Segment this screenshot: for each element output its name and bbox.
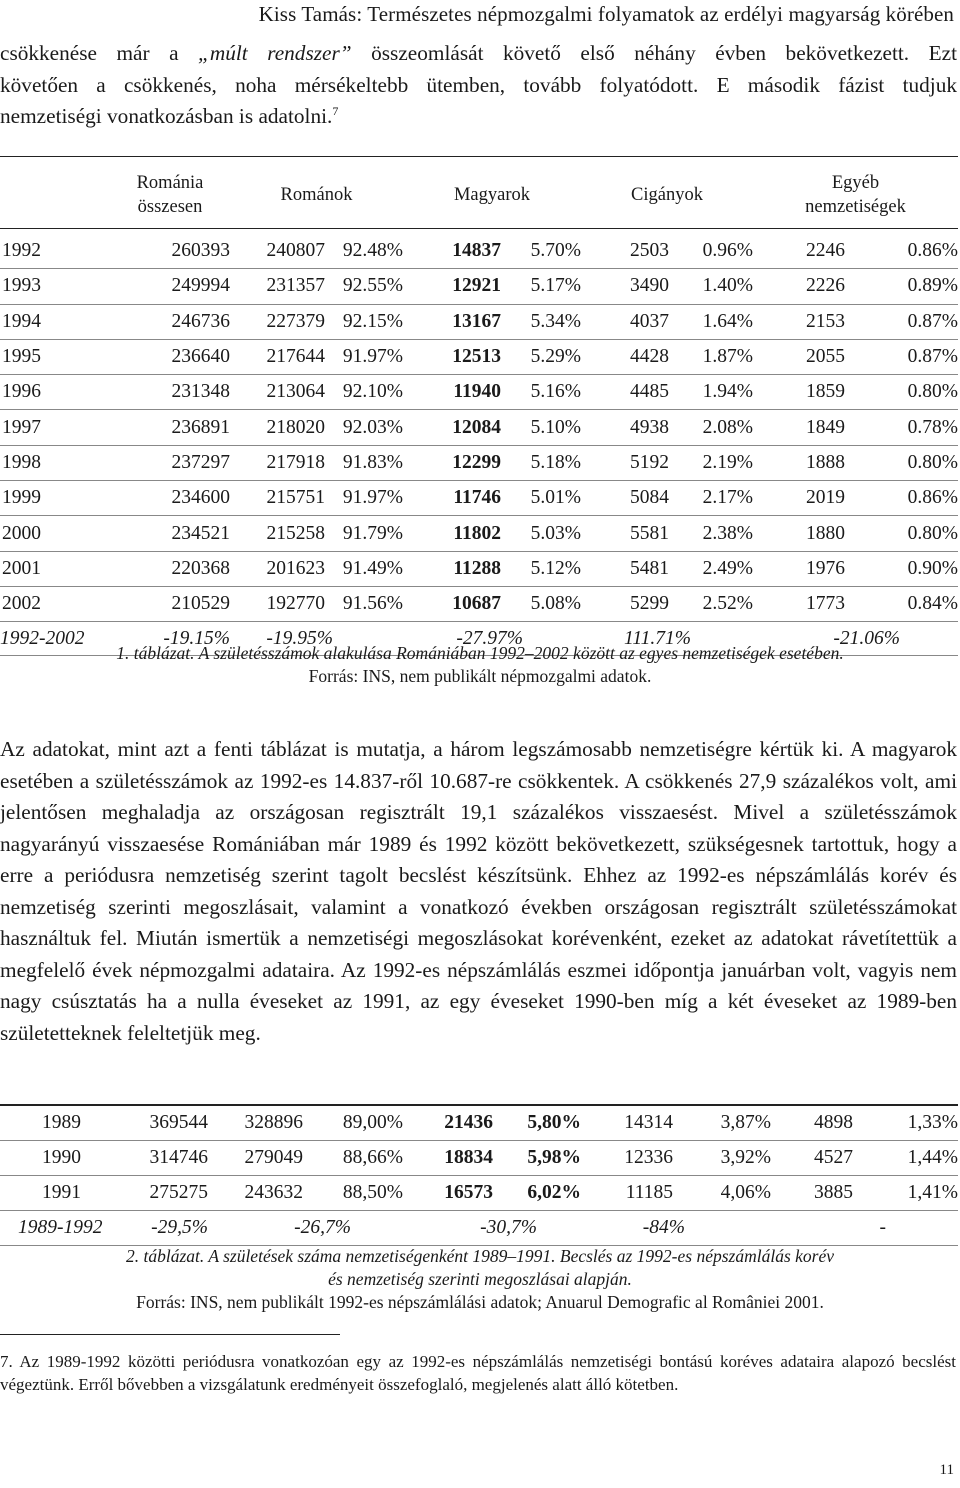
cell-magyarok-count: 11746 [403,481,501,516]
cell-magyarok-share: 6,02% [493,1176,581,1211]
cell-egyeb-count: 2246 [753,234,845,269]
cell-year: 1995 [0,339,110,374]
table-births-by-nationality-1989-1991 [0,1106,958,1246]
caption-title-line-2 [0,1268,960,1291]
cell-magyarok-share: 5.18% [501,445,581,480]
cell-magyarok-share: 5.03% [501,516,581,551]
cell-romania-total: 369544 [110,1106,208,1141]
cell-year: 1999 [0,481,110,516]
summary-magyarok: -27.97% [403,622,581,656]
summary-romania: -19.15% [110,622,230,656]
cell-romanok-share: 91.97% [325,481,403,516]
cell-romanok-count: 192770 [230,586,325,621]
cell-magyarok-count: 11288 [403,551,501,586]
header-line: nemzetiségek [805,197,906,217]
cell-egyeb-count: 4898 [771,1106,853,1141]
cell-egyeb-count: 2055 [753,339,845,374]
cell-romania-total: 210529 [110,586,230,621]
paragraph-intro [0,38,957,133]
cell-magyarok-count: 10687 [403,586,501,621]
cell-magyarok-share: 5.34% [501,304,581,339]
cell-magyarok-count: 16573 [403,1176,493,1211]
caption-title-text: és nemzetiség szerinti megoszlásai alapján. [328,1269,632,1289]
cell-magyarok-share: 5,80% [493,1106,581,1141]
caption-source: Forrás: INS, nem publikált népmozgalmi adatok. [308,666,652,686]
cell-egyeb-count: 3885 [771,1176,853,1211]
cell-egyeb-count: 2226 [753,269,845,304]
cell-ciganyok-share: 1.87% [669,339,753,374]
table-row [0,269,958,304]
table2-caption [0,1245,960,1314]
cell-egyeb-share: 0.90% [845,551,958,586]
cell-romanok-count: 328896 [208,1106,303,1141]
table-row [0,1106,958,1141]
table1-caption [0,642,960,688]
cell-magyarok-share: 5.01% [501,481,581,516]
cell-romania-total: 260393 [110,234,230,269]
cell-ciganyok-count: 14314 [581,1106,673,1141]
cell-romanok-count: 215258 [230,516,325,551]
cell-egyeb-share: 0.89% [845,269,958,304]
cell-romania-total: 314746 [110,1141,208,1176]
cell-romanok-count: 217644 [230,339,325,374]
cell-ciganyok-share: 2.52% [669,586,753,621]
table-births-by-nationality-1992-2002 [0,156,958,656]
cell-romanok-count: 201623 [230,551,325,586]
cell-egyeb-share: 1,41% [853,1176,958,1211]
cell-romanok-share: 92.15% [325,304,403,339]
cell-magyarok-count: 12513 [403,339,501,374]
cell-ciganyok-count: 4037 [581,304,669,339]
cell-romanok-count: 231357 [230,269,325,304]
header-cell-year [0,156,110,234]
cell-egyeb-count: 4527 [771,1141,853,1176]
cell-romania-total: 220368 [110,551,230,586]
cell-ciganyok-count: 11185 [581,1176,673,1211]
table-row [0,551,958,586]
cell-romania-total: 275275 [110,1176,208,1211]
cell-romanok-count: 227379 [230,304,325,339]
cell-ciganyok-share: 1.94% [669,375,753,410]
cell-ciganyok-count: 12336 [581,1141,673,1176]
cell-ciganyok-share: 1.64% [669,304,753,339]
table-row [0,304,958,339]
table-row [0,516,958,551]
cell-romanok-count: 213064 [230,375,325,410]
cell-egyeb-share: 1,44% [853,1141,958,1176]
cell-egyeb-share: 0.86% [845,481,958,516]
cell-ciganyok-share: 2.38% [669,516,753,551]
cell-magyarok-count: 14837 [403,234,501,269]
cell-romanok-share: 92.03% [325,410,403,445]
cell-ciganyok-count: 4485 [581,375,669,410]
cell-romanok-count: 279049 [208,1141,303,1176]
header-line: Egyéb [831,173,880,193]
summary-ciganyok: 111.71% [581,622,753,656]
cell-egyeb-share: 0.87% [845,304,958,339]
cell-romanok-share: 92.10% [325,375,403,410]
cell-year: 1997 [0,410,110,445]
cell-ciganyok-share: 2.17% [669,481,753,516]
cell-magyarok-share: 5.29% [501,339,581,374]
cell-egyeb-share: 0.87% [845,339,958,374]
table-row [0,234,958,269]
table-row [0,586,958,621]
table-row [0,1176,958,1211]
cell-egyeb-share: 0.84% [845,586,958,621]
cell-year: 1998 [0,445,110,480]
paragraph-intro-line-1 [0,38,957,70]
cell-year: 2000 [0,516,110,551]
cell-magyarok-share: 5.12% [501,551,581,586]
footnote-reference[interactable]: 7 [332,103,339,118]
cell-romanok-count: 217918 [230,445,325,480]
summary-egyeb: - [771,1211,958,1246]
cell-romania-total: 236640 [110,339,230,374]
cell-magyarok-share: 5,98% [493,1141,581,1176]
cell-magyarok-count: 12084 [403,410,501,445]
summary-period: 1992-2002 [0,622,110,656]
table-row [0,445,958,480]
cell-romanok-count: 240807 [230,234,325,269]
cell-ciganyok-share: 3,87% [673,1106,771,1141]
cell-ciganyok-share: 2.08% [669,410,753,445]
cell-egyeb-count: 1976 [753,551,845,586]
cell-romanok-share: 88,66% [303,1141,403,1176]
footnote-rule [0,1334,340,1335]
cell-magyarok-count: 18834 [403,1141,493,1176]
cell-egyeb-share: 0.80% [845,375,958,410]
cell-year: 1994 [0,304,110,339]
cell-magyarok-count: 11802 [403,516,501,551]
table-row [0,481,958,516]
cell-magyarok-share: 5.17% [501,269,581,304]
cell-romanok-count: 218020 [230,410,325,445]
table-row [0,1141,958,1176]
cell-year: 1996 [0,375,110,410]
cell-egyeb-count: 1880 [753,516,845,551]
cell-ciganyok-share: 1.40% [669,269,753,304]
cell-ciganyok-share: 2.19% [669,445,753,480]
cell-romania-total: 234600 [110,481,230,516]
cell-egyeb-share: 0.80% [845,445,958,480]
paragraph-intro-line-2: követően a csökkenés, noha mérsékeltebb ütemben, tovább folyatódott. E második fázist tudjuk [0,72,957,97]
table-row [0,339,958,374]
cell-ciganyok-count: 5084 [581,481,669,516]
cell-romanok-share: 91.97% [325,339,403,374]
table-row [0,410,958,445]
cell-ciganyok-count: 3490 [581,269,669,304]
caption-title-text: 2. táblázat. A születések száma nemzetiségenként 1989–1991. Becslés az 1992-es népszámlálás korév [126,1246,834,1266]
cell-romania-total: 246736 [110,304,230,339]
cell-romania-total: 237297 [110,445,230,480]
table2-body [0,1106,958,1211]
cell-year: 1990 [0,1141,110,1176]
header-romania-total [110,156,230,234]
cell-egyeb-share: 0.78% [845,410,958,445]
text-span: nemzetiségi vonatkozásban is adatolni. [0,104,333,128]
cell-romanok-share: 91.56% [325,586,403,621]
header-line: Románia [136,173,204,193]
table1-header-row [0,156,958,234]
cell-ciganyok-share: 3,92% [673,1141,771,1176]
cell-romanok-share: 92.48% [325,234,403,269]
cell-ciganyok-share: 4,06% [673,1176,771,1211]
cell-ciganyok-count: 5581 [581,516,669,551]
cell-ciganyok-count: 5192 [581,445,669,480]
paragraph-intro-line-3 [0,101,957,133]
page-number: 11 [939,1462,954,1478]
cell-ciganyok-count: 5299 [581,586,669,621]
cell-year: 1989 [0,1106,110,1141]
header-romanok: Románok [280,185,353,205]
cell-magyarok-count: 13167 [403,304,501,339]
cell-magyarok-count: 12299 [403,445,501,480]
footnote-7: 7. Az 1989-1992 közötti periódusra vonatkozóan egy az 1992-es népszámlálás nemzetiségi bontású koréves adataira alapozó becslést végeztünk. Erről bővebben a vizsgálatunk eredményeit összefoglaló, megjelenés alatt álló kötetben. [0,1352,956,1394]
cell-romanok-share: 88,50% [303,1176,403,1211]
cell-magyarok-count: 11940 [403,375,501,410]
caption-title-line-1 [0,1245,960,1268]
cell-ciganyok-count: 2503 [581,234,669,269]
cell-ciganyok-share: 2.49% [669,551,753,586]
cell-year: 2002 [0,586,110,621]
summary-romanok: -19.95% [230,622,403,656]
cell-romania-total: 236891 [110,410,230,445]
summary-romanok: -26,7% [208,1211,403,1246]
caption-source: Forrás: INS, nem publikált 1992-es népszámlálási adatok; Anuarul Demografic al României 2001. [136,1292,824,1312]
cell-year: 2001 [0,551,110,586]
cell-magyarok-count: 21436 [403,1106,493,1141]
cell-magyarok-share: 5.08% [501,586,581,621]
cell-magyarok-share: 5.70% [501,234,581,269]
cell-year: 1992 [0,234,110,269]
running-head: Kiss Tamás: Természetes népmozgalmi folyamatok az erdélyi magyarság körében [258,2,954,26]
cell-ciganyok-count: 4428 [581,339,669,374]
cell-romanok-count: 243632 [208,1176,303,1211]
cell-romanok-share: 89,00% [303,1106,403,1141]
summary-ciganyok: -84% [581,1211,771,1246]
cell-year: 1991 [0,1176,110,1211]
cell-magyarok-share: 5.10% [501,410,581,445]
table2-summary-row [0,1211,958,1246]
cell-egyeb-count: 2153 [753,304,845,339]
summary-period: 1989-1992 [0,1211,110,1246]
caption-title-text: 1. táblázat. A születésszámok alakulása Romániában 1992–2002 között az egyes nemzetiségek esetében. [116,643,844,663]
summary-romania: -29,5% [110,1211,208,1246]
cell-ciganyok-count: 4938 [581,410,669,445]
cell-magyarok-count: 12921 [403,269,501,304]
cell-romanok-share: 92.55% [325,269,403,304]
cell-egyeb-count: 1888 [753,445,845,480]
header-line: összesen [137,197,203,217]
cell-egyeb-share: 1,33% [853,1106,958,1141]
cell-romanok-share: 91.79% [325,516,403,551]
caption-title [0,642,960,665]
cell-romania-total: 231348 [110,375,230,410]
cell-magyarok-share: 5.16% [501,375,581,410]
cell-egyeb-count: 2019 [753,481,845,516]
header-egyeb [753,156,958,234]
table1-body [0,234,958,622]
cell-egyeb-share: 0.80% [845,516,958,551]
text-span: összeomlását követő első néhány évben bekövetkezett. Ezt [351,41,957,65]
summary-magyarok: -30,7% [403,1211,581,1246]
cell-romania-total: 249994 [110,269,230,304]
cell-romanok-share: 91.49% [325,551,403,586]
cell-egyeb-count: 1859 [753,375,845,410]
header-ciganyok: Cigányok [631,185,703,205]
cell-romania-total: 234521 [110,516,230,551]
summary-egyeb: -21.06% [753,622,958,656]
text-span: csökkenése már a [0,41,199,65]
cell-year: 1993 [0,269,110,304]
cell-romanok-count: 215751 [230,481,325,516]
cell-egyeb-share: 0.86% [845,234,958,269]
table-row [0,375,958,410]
cell-egyeb-count: 1773 [753,586,845,621]
paragraph-body: Az adatokat, mint azt a fenti táblázat is mutatja, a három legszámosabb nemzetiségre kértük ki. A magyarok esetében a születésszámok az 1992-es 14.837-ről 10.687-re csökkentek. A csökkenés 27,9 százalékos volt, ami jelentősen meghaladja az országosan regisztrált 19,1 százalékos visszaesést. Mivel a születésszámok nagyarányú visszaesése Romániában már 1989 és 1992 között bekövetkezett, szükségesnek tartottuk, hogy a erre a periódusra nemzetiség szerint tagolt becslést készítsünk. Ehhez az 1992-es népszámlálás korév és nemzetiség szerinti megoszlásait, valamint a vonatkozó években országosan regisztrált születésszámokat használtuk fel. Miután ismertük a nemzetiségi megoszlásokat korévenként, ezeket az adatokat rávetítettük a megfelelő évek népmozgalmi adataira. Az 1992-es népszámlálás eszmei időpontja januárban volt, vagyis nem nagy csúsztatás ha a nulla éveseket az 1991, az egy éveseket 1990-ben míg a két éveseket az 1989-ben születetteknek feleltetjük meg. [0,737,957,1045]
header-magyarok: Magyarok [453,185,531,205]
cell-egyeb-count: 1849 [753,410,845,445]
cell-ciganyok-count: 5481 [581,551,669,586]
quoted-phrase: „múlt rendszer” [198,41,352,65]
cell-romanok-share: 91.83% [325,445,403,480]
cell-ciganyok-share: 0.96% [669,234,753,269]
